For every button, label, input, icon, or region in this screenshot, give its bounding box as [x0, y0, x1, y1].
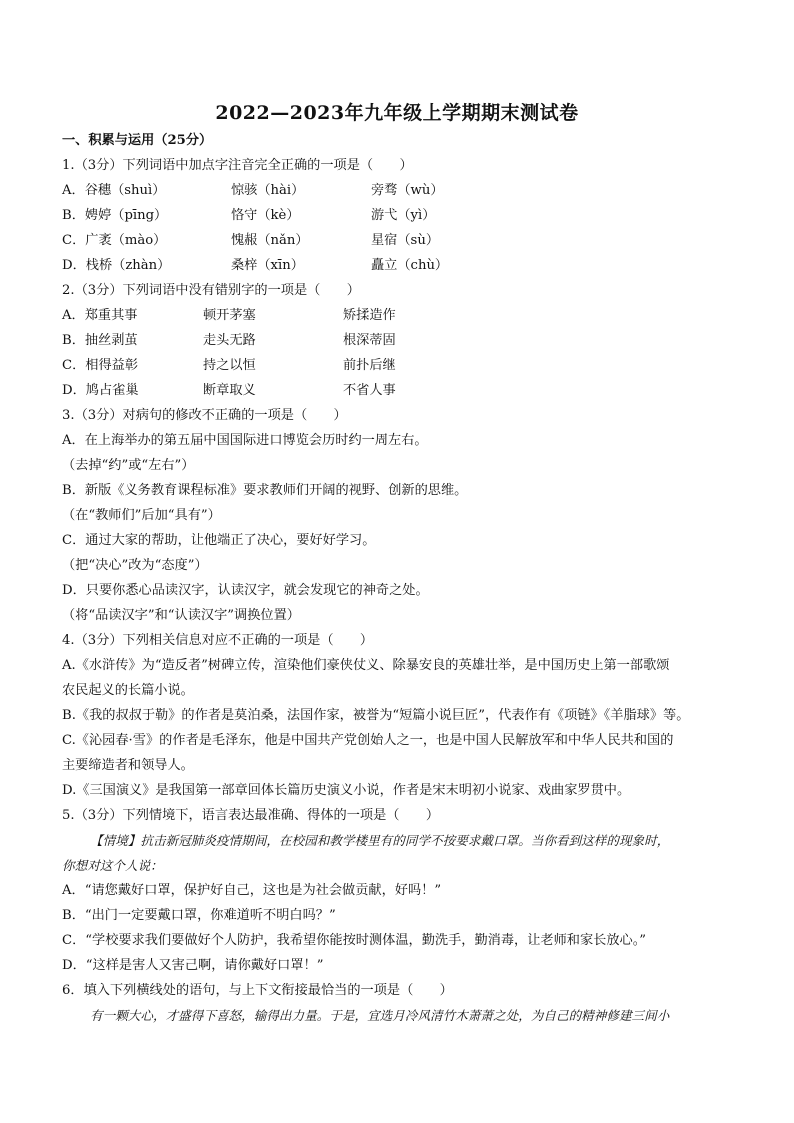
q2-option-a-3: 矫揉造作: [343, 308, 396, 323]
q2-option-d-1: D．鸠占雀巢: [62, 383, 139, 398]
q2-option-a-2: 顿开茅塞: [203, 308, 256, 323]
q3-option-b: B．新版《义务教育课程标准》要求教师们开阔的视野、创新的思维。: [62, 483, 468, 498]
q2-option-c-3: 前扑后继: [343, 358, 396, 373]
q3-option-c: C．通过大家的帮助，让他端正了决心，要好好学习。: [62, 533, 376, 548]
q4-option-c: C.《沁园春·雪》的作者是毛泽东，他是中国共产党创始人之一，也是中国人民解放军和中华人民共和国的: [62, 733, 674, 748]
q4-option-c-cont: 主要缔造者和领导人。: [62, 758, 194, 773]
q3-option-d-fix: （将“品读汉字”和“认读汉字”调换位置）: [62, 608, 300, 623]
q1-option-b-2: 恪守（kè）: [231, 208, 300, 223]
q5-option-b: B．“出门一定要戴口罩，你难道听不明白吗？”: [62, 908, 336, 923]
question-3-stem: 3.（3分）对病句的修改不正确的一项是（ ）: [62, 408, 347, 423]
q4-option-d: D.《三国演义》是我国第一部章回体长篇历史演义小说，作者是宋末明初小说家、戏曲家罗贯中。: [62, 783, 631, 798]
page-title: 2022—2023年九年级上学期期末测试卷: [215, 102, 579, 124]
q1-option-c-2: 愧赧（nǎn）: [231, 233, 309, 248]
q2-option-d-3: 不省人事: [343, 383, 396, 398]
q3-option-c-fix: （把“决心”改为“态度”）: [62, 558, 208, 573]
q5-context-cont: 你想对这个人说：: [62, 858, 163, 873]
q4-option-a: A.《水浒传》为“造反者”树碑立传，渲染他们豪侠仗义、除暴安良的英雄壮举，是中国历史上第一部歌颂: [62, 658, 670, 673]
q3-option-b-fix: （在“教师们”后加“具有”）: [62, 508, 221, 523]
q1-option-d-2: 桑梓（xīn）: [231, 258, 304, 273]
q5-context: 【情境】抗击新冠肺炎疫情期间，在校园和教学楼里有的同学不按要求戴口罩。当你看到这样的现象时，: [90, 833, 670, 848]
q5-option-d: D．“这样是害人又害己啊，请你戴好口罩！”: [62, 958, 324, 973]
q1-option-a-3: 旁骛（wù）: [371, 183, 444, 198]
q2-option-c-2: 持之以恒: [203, 358, 256, 373]
q1-option-a-2: 惊骇（hài）: [231, 183, 305, 198]
q4-option-b: B.《我的叔叔于勒》的作者是莫泊桑，法国作家，被誉为“短篇小说巨匠”，代表作有《项链》《羊脂球》等。: [62, 708, 690, 723]
q1-option-a-1: A．谷穗（shuì）: [62, 183, 166, 198]
question-2-stem: 2.（3分）下列词语中没有错别字的一项是（ ）: [62, 283, 360, 298]
q2-option-b-3: 根深蒂固: [343, 333, 396, 348]
question-1-stem: 1.（3分）下列词语中加点字注音完全正确的一项是（ ）: [62, 158, 413, 173]
q2-option-c-1: C．相得益彰: [62, 358, 139, 373]
q5-option-c: C．“学校要求我们要做好个人防护，我希望你能按时测体温，勤洗手，勤消毒，让老师和家长放心。”: [62, 933, 647, 948]
section-heading: 一、积累与运用（25分）: [62, 133, 213, 148]
q3-option-d: D．只要你悉心品读汉字，认读汉字，就会发现它的神奇之处。: [62, 583, 429, 598]
question-6-stem: 6．填入下列横线处的语句，与上下文衔接最恰当的一项是（ ）: [62, 983, 453, 998]
q2-option-b-2: 走头无路: [203, 333, 256, 348]
q1-option-c-1: C．广袤（mào）: [62, 233, 167, 248]
q4-option-a-cont: 农民起义的长篇小说。: [62, 683, 194, 698]
q6-passage: 有一颗大心，才盛得下喜怒，输得出力量。于是，宜选月冷风清竹木萧萧之处，为自己的精神修建三间小: [90, 1008, 670, 1023]
q1-option-b-1: B．娉婷（pīng）: [62, 208, 168, 223]
q1-option-b-3: 游弋（yì）: [371, 208, 436, 223]
q2-option-a-1: A．郑重其事: [62, 308, 138, 323]
q3-option-a: A．在上海举办的第五届中国国际进口博览会历时约一周左右。: [62, 433, 428, 448]
q1-option-c-3: 星宿（sù）: [371, 233, 440, 248]
q2-option-b-1: B．抽丝剥茧: [62, 333, 138, 348]
q1-option-d-1: D．栈桥（zhàn）: [62, 258, 171, 273]
q3-option-a-fix: （去掉“约”或“左右”）: [62, 458, 195, 473]
q5-option-a: A．“请您戴好口罩，保护好自己，这也是为社会做贡献，好吗！”: [62, 883, 442, 898]
q2-option-d-2: 断章取义: [203, 383, 256, 398]
question-4-stem: 4.（3分）下列相关信息对应不正确的一项是（ ）: [62, 633, 374, 648]
q1-option-d-3: 矗立（chù）: [371, 258, 449, 273]
question-5-stem: 5.（3分）下列情境下，语言表达最准确、得体的一项是（ ）: [62, 808, 440, 823]
